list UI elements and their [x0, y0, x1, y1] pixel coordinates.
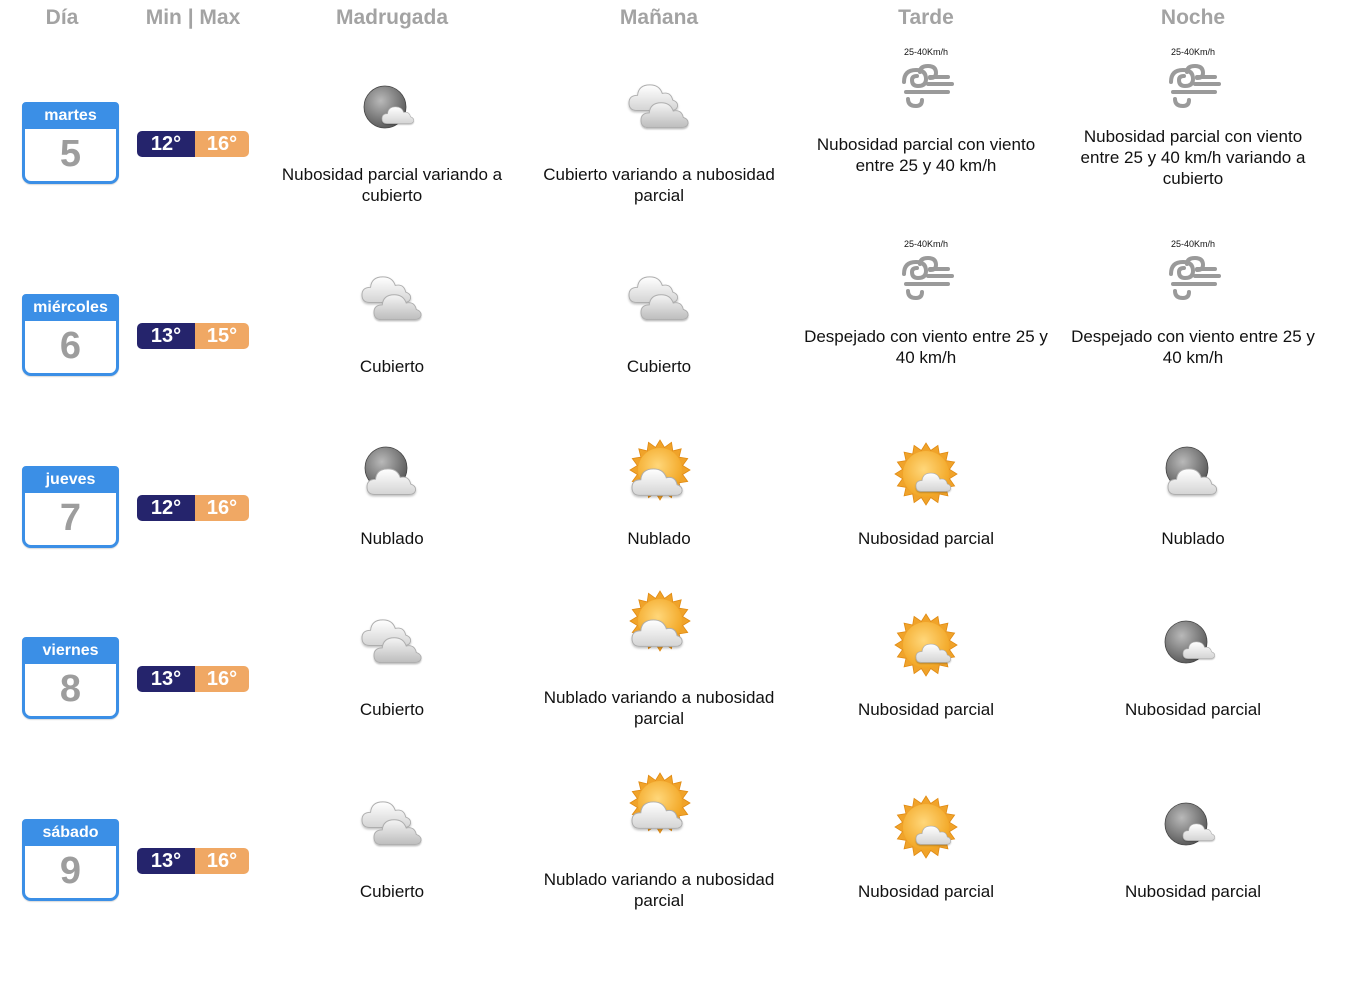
sun-cloud-icon: [886, 434, 966, 514]
overcast-icon: [352, 262, 432, 342]
moon-cloud-icon: [352, 70, 432, 150]
calendar-day-icon: [22, 819, 119, 901]
max-temperature: 16°: [195, 666, 249, 692]
forecast-description: Nubosidad parcial: [1124, 700, 1262, 719]
calendar-day-icon: [22, 102, 119, 184]
weekday-label: martes: [25, 105, 116, 129]
forecast-description: Cubierto variando a nubosidad parcial: [543, 165, 775, 205]
calendar-day-icon: [22, 294, 119, 376]
weekday-label: miércoles: [25, 297, 116, 321]
max-temperature: 16°: [195, 495, 249, 521]
forecast-cell: [1063, 605, 1323, 720]
forecast-cell: [796, 42, 1056, 176]
svg-text:25-40Km/h: 25-40Km/h: [903, 47, 949, 57]
temperature-range: [137, 495, 249, 521]
forecast-cell: [1063, 234, 1323, 368]
header-madrugada: Madrugada: [335, 6, 448, 29]
forecast-description: Cubierto: [626, 357, 692, 376]
forecast-description: Nubosidad parcial con viento entre 25 y 40 km/h variando a cubierto: [1080, 127, 1306, 188]
forecast-description: Despejado con viento entre 25 y 40 km/h: [804, 327, 1048, 367]
date-number: 8: [59, 668, 82, 710]
overcast-icon: [352, 787, 432, 867]
temperature-range: [137, 666, 249, 692]
moon-cloudy-icon: [1153, 434, 1233, 514]
moon-cloud-icon: [1153, 787, 1233, 867]
forecast-cell: [1063, 42, 1323, 189]
sun-cloudy-icon: [619, 434, 699, 514]
forecast-cell: [529, 70, 789, 206]
svg-text:25-40Km/h: 25-40Km/h: [1170, 47, 1216, 57]
overcast-icon: [619, 262, 699, 342]
temperature-range: [137, 848, 249, 874]
forecast-cell: [262, 605, 522, 720]
forecast-description: Nubosidad parcial: [857, 529, 995, 548]
forecast-cell: [796, 434, 1056, 549]
date-number: 6: [59, 325, 82, 367]
calendar-day-icon: [22, 466, 119, 548]
svg-text:25-40Km/h: 25-40Km/h: [903, 239, 949, 249]
forecast-cell: [262, 70, 522, 206]
forecast-description: Nublado: [627, 529, 691, 548]
moon-cloudy-icon: [352, 434, 432, 514]
max-temperature: 16°: [195, 848, 249, 874]
forecast-description: Nublado variando a nubosidad parcial: [543, 688, 775, 728]
sun-cloudy-icon: [619, 767, 699, 847]
forecast-description: Nubosidad parcial: [857, 882, 995, 901]
min-temperature: 12°: [137, 131, 195, 157]
overcast-icon: [619, 70, 699, 150]
forecast-description: Nublado: [1161, 529, 1225, 548]
min-temperature: 13°: [137, 666, 195, 692]
forecast-description: Cubierto: [359, 700, 425, 719]
forecast-description: Nublado: [360, 529, 424, 548]
weekday-label: jueves: [25, 469, 116, 493]
wind-icon: [886, 42, 966, 122]
forecast-cell: [796, 787, 1056, 902]
forecast-cell: [529, 767, 789, 911]
header-noche: Noche: [1160, 6, 1226, 29]
min-temperature: 13°: [137, 848, 195, 874]
date-number: 7: [59, 497, 82, 539]
forecast-description: Cubierto: [359, 357, 425, 376]
header-manana: Mañana: [619, 6, 699, 29]
calendar-day-icon: [22, 637, 119, 719]
forecast-description: Nublado variando a nubosidad parcial: [543, 870, 775, 910]
weekday-label: viernes: [25, 640, 116, 664]
date-number: 9: [59, 850, 82, 892]
header-tarde: Tarde: [898, 6, 954, 29]
forecast-cell: [796, 605, 1056, 720]
forecast-cell: [262, 262, 522, 377]
weekday-label: sábado: [25, 822, 116, 846]
forecast-cell: [796, 234, 1056, 368]
temperature-range: [137, 131, 249, 157]
forecast-description: Nubosidad parcial con viento entre 25 y 40 km/h: [816, 135, 1036, 175]
header-minmax: Min | Max: [145, 6, 241, 29]
wind-icon: [886, 234, 966, 314]
forecast-cell: [1063, 787, 1323, 902]
forecast-description: Nubosidad parcial variando a cubierto: [281, 165, 503, 205]
sun-cloud-icon: [886, 787, 966, 867]
temperature-range: [137, 323, 249, 349]
table-header: [0, 6, 1354, 36]
moon-cloud-icon: [1153, 605, 1233, 685]
forecast-cell: [1063, 434, 1323, 549]
wind-icon: [1153, 234, 1233, 314]
sun-cloudy-icon: [619, 585, 699, 665]
overcast-icon: [352, 605, 432, 685]
forecast-cell: [529, 585, 789, 729]
forecast-cell: [262, 787, 522, 902]
forecast-description: Nubosidad parcial: [857, 700, 995, 719]
forecast-description: Cubierto: [359, 882, 425, 901]
max-temperature: 16°: [195, 131, 249, 157]
svg-text:25-40Km/h: 25-40Km/h: [1170, 239, 1216, 249]
sun-cloud-icon: [886, 605, 966, 685]
max-temperature: 15°: [195, 323, 249, 349]
min-temperature: 13°: [137, 323, 195, 349]
date-number: 5: [59, 133, 82, 175]
forecast-cell: [529, 434, 789, 549]
forecast-cell: [262, 434, 522, 549]
header-day: Día: [45, 6, 79, 29]
forecast-cell: [529, 262, 789, 377]
wind-icon: [1153, 42, 1233, 122]
forecast-description: Nubosidad parcial: [1124, 882, 1262, 901]
min-temperature: 12°: [137, 495, 195, 521]
forecast-description: Despejado con viento entre 25 y 40 km/h: [1071, 327, 1315, 367]
